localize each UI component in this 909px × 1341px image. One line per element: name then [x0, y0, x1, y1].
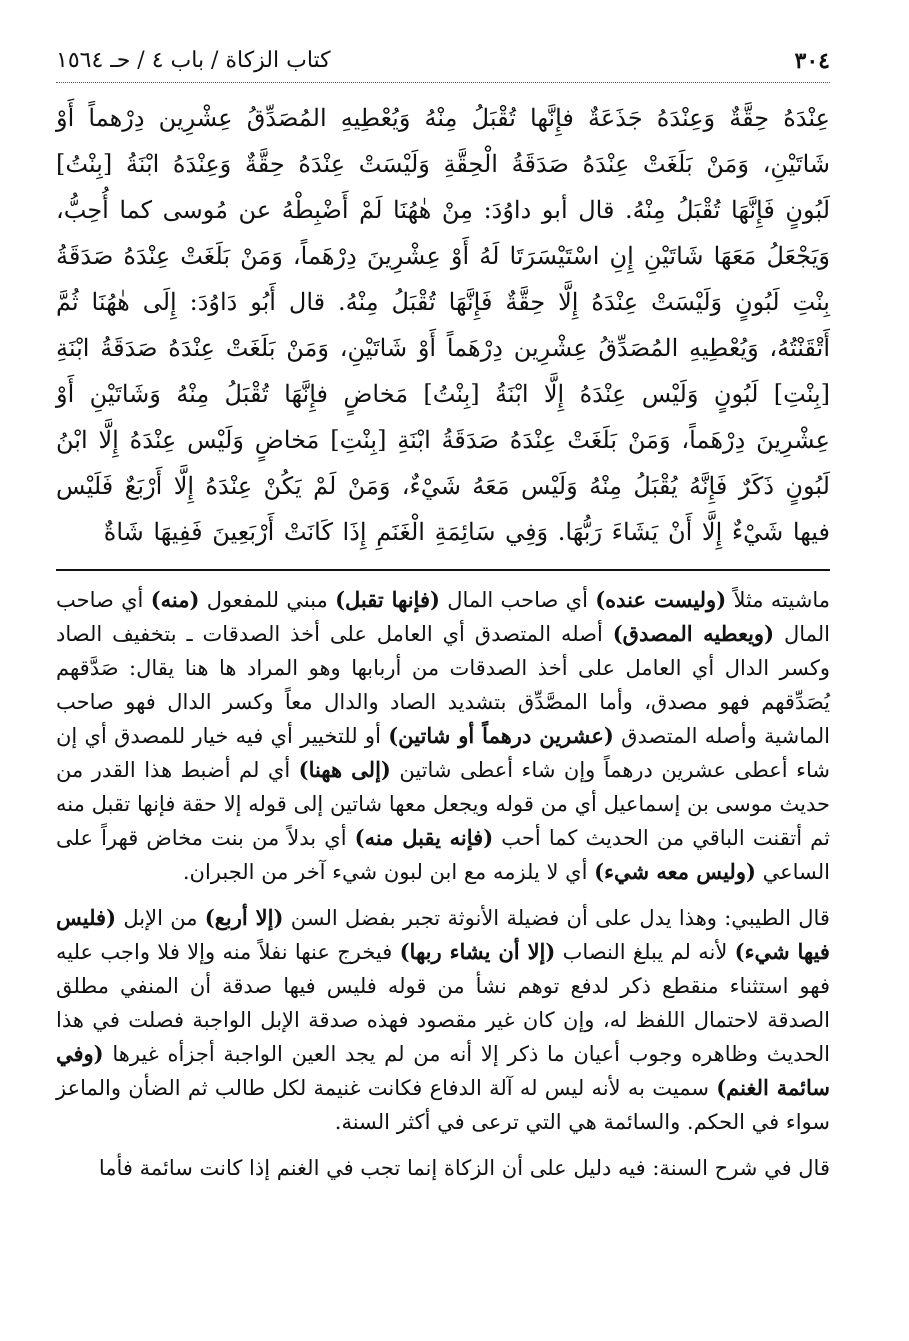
commentary-text: سميت به لأنه ليس له آلة الدفاع فكانت غنيمة لكل طالب ثم الضأن والماعز سواء في الحكم. والسائمة هي التي ترعى في أكثر السنة. [56, 1076, 830, 1134]
quoted-phrase: (فإنها تقبل) [335, 587, 440, 612]
commentary-text: أي بدلاً من بنت مخاض قهراً على الساعي [56, 826, 830, 884]
commentary-text: قال في شرح السنة: فيه دليل على أن الزكاة إنما تجب في الغنم إذا كانت سائمة فأما [98, 1156, 830, 1180]
commentary-text: أصله المتصدق أي العامل على أخذ الصدقات ـ بتخفيف الصاد وكسر الدال أي العامل على أخذ الصدقات من أربابها وهو المراد ها هنا يقال: صَدَّقهم يُصَدِّقهم فهو مصدق، وأما المصَّدِّق بتشديد الصاد والدال معاً وكسر الدال فهو صاحب الماشية وأصله المتصدق [56, 622, 830, 748]
commentary-text: أي صاحب المال [447, 588, 588, 612]
quoted-phrase: (إلا أن يشاء ربها) [399, 939, 556, 964]
hadith-text [56, 95, 830, 555]
commentary-paragraph-3 [56, 1151, 830, 1185]
commentary-paragraph-2 [56, 901, 830, 1139]
quoted-phrase: (وليست عنده) [595, 587, 727, 612]
commentary-text: أي لم أضبط هذا القدر من حديث موسى بن إسماعيل أي من قوله ويجعل معها شاتين إلى قوله إلا حقة فإنها تقبل منه ثم أتقنت الباقي من الحديث كما أحب [56, 758, 831, 850]
commentary-text: أي صاحب المال [56, 588, 830, 646]
document-page [56, 40, 830, 1197]
quoted-phrase: (وفي سائمة الغنم) [56, 1041, 830, 1100]
commentary-text: أي لا يلزمه مع ابن لبون شيء آخر من الجبران. [182, 860, 588, 884]
commentary-text: مبني للمفعول [206, 588, 328, 612]
quoted-phrase: (عشرين درهماً أو شاتين) [388, 723, 614, 748]
quoted-phrase: (إلا أربع) [204, 905, 284, 930]
footnote-separator [56, 569, 830, 571]
quoted-phrase: (منه) [150, 587, 200, 612]
page-number: ٣٠٤ [794, 48, 830, 74]
quoted-phrase: (ويعطيه المصدق) [612, 621, 775, 646]
commentary [56, 583, 830, 1185]
hadith-paragraph: عِنْدَهُ حِقَّةٌ وَعِنْدَهُ جَذَعَةٌ فإِنَّها تُقْبَلُ مِنْهُ وَيُعْطِيهِ المُصَدِّقُ عِشْرِين دِرْهماً أَوْ شَاتَيْنِ، وَمَنْ بَلَغَتْ عِنْدَهُ صَدَقَةُ الْحِقَّةِ وَلَيْسَتْ عِنْدَهُ حِقَّةٌ وَعِنْدَهُ ابْنَةُ [بِنْتُ] لَبُونٍ فَإِنَّهَا تُقْبَلُ مِنْهُ. قال أبو داوُدَ: مِنْ هٰهُنَا لَمْ أَضْبِطْهُ عن مُوسى كما أُحِبُّ، وَيَجْعَلُ مَعَهَا شَاتَيْنِ إِنِ اسْتَيْسَرَتَا لَهُ أَوْ عِشْرِينَ دِرْهَماً، وَمَنْ بَلَغَتْ عِنْدَهُ صَدَقَةُ بِنْتِ لَبُونٍ وَلَيْسَتْ عِنْدَهُ إِلَّا حِقَّةٌ فَإِنَّهَا تُقْبَلُ مِنْهُ. قال أَبُو دَاوُدَ: إِلَى هٰهُنَا ثُمَّ أَتْقَنْتُهُ، وَيُعْطِيهِ المُصَدِّقُ عِشْرِين دِرْهَماً أَوْ شَاتَيْنِ، وَمَنْ بَلَغَتْ عِنْدَهُ صَدَقَةُ ابْنَةِ [بِنْتِ] لَبُونٍ وَلَيْس عِنْدَهُ إِلَّا ابْنَةُ [بِنْتُ] مَخاضٍ فإِنَّهَا تُقْبَلُ مِنْهُ وَشَاتَيْنِ أَوْ عِشْرِينَ دِرْهَماً، وَمَنْ بَلَغَتْ عِنْدَهُ صَدَقَةُ ابْنَةِ [بِنْتِ] مَخاضٍ وَلَيْس عِنْدَهُ إِلَّا ابْنُ لَبُونٍ ذَكَرٌ فَإِنَّهُ يُقْبَلُ مِنْهُ وَلَيْس مَعَهُ شَيْءٌ، وَمَنْ لَمْ يَكُنْ عِنْدَهُ إِلَّا أَرْبَعٌ فَلَيْس فيها شَيْءٌ إِلَّا أَنْ يَشَاءَ رَبُّهَا. وَفِي سَائِمَةِ الْغَنَمِ إِذَا كَانَتْ أَرْبَعِينَ فَفِيهَا شَاةٌ [56, 104, 831, 546]
commentary-paragraph-1 [56, 583, 830, 889]
running-header [56, 40, 830, 83]
commentary-text: فيخرج عنها نفلاً منه وإلا فلا واجب عليه فهو استثناء منقطع ذكر لدفع توهم نشأ من قوله فليس فيها صدقة أن المنفي مطلق الصدقة لاحتمال اللفظ له، وإن كان غير مقصود فهذه صدقة الإبل الواجبة فصلت في هذا الحديث وظاهره وجوب أعيان ما ذكر إلا أنه من لم يجد العين الواجبة أجزأه غيرها [56, 940, 830, 1066]
commentary-text: ماشيته مثلاً [733, 588, 831, 612]
commentary-text: من الإبل [123, 906, 198, 930]
commentary-text: لأنه لم يبلغ النصاب [562, 940, 728, 964]
commentary-text: قال الطيبي: وهذا يدل على أن فضيلة الأنوثة تجبر بفضل السن [290, 906, 830, 930]
commentary-text: أو للتخيير أي فيه خيار للمصدق أي إن شاء أعطى عشرين درهماً وإن شاء أعطى شاتين [56, 724, 830, 782]
quoted-phrase: (فليس فيها شيء) [56, 905, 830, 964]
quoted-phrase: (فإنه يقبل منه) [354, 825, 494, 850]
quoted-phrase: (وليس معه شيء) [594, 859, 756, 884]
quoted-phrase: (إلى ههنا) [298, 757, 391, 782]
book-reference: كتاب الزكاة / باب ٤ / حـ ١٥٦٤ [56, 48, 331, 73]
